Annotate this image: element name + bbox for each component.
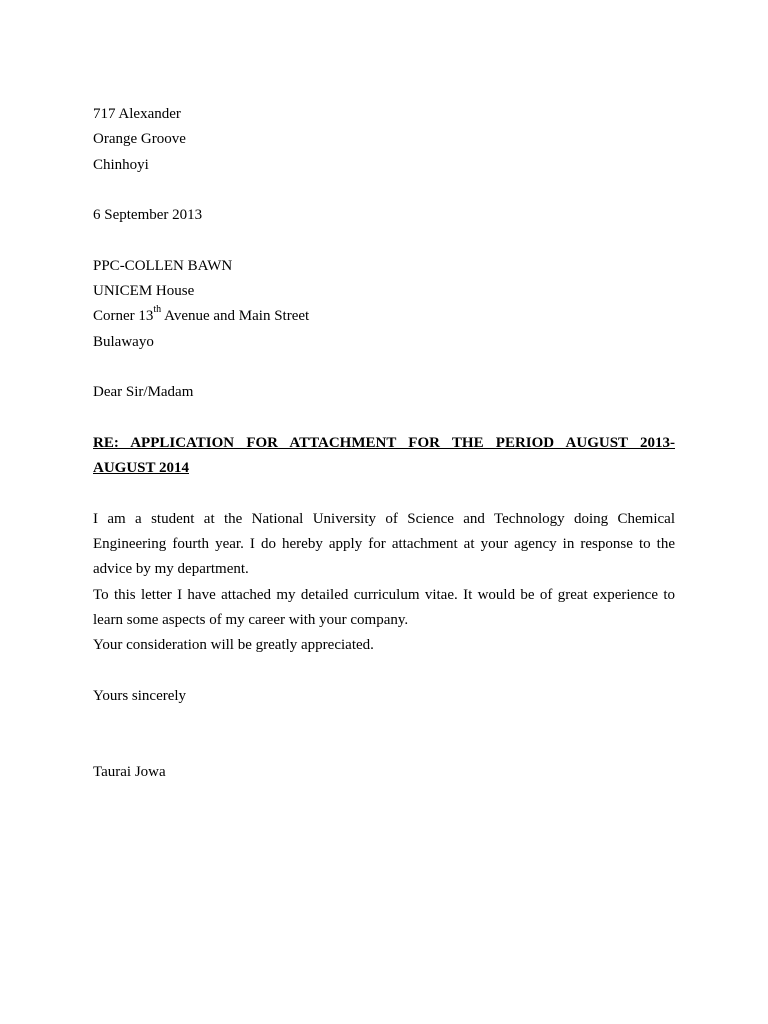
body-paragraph-2-line-2: learn some aspects of my career with your company. <box>93 611 409 628</box>
recipient-address-line1: PPC-COLLEN BAWN <box>93 257 233 274</box>
ordinal-suffix: th <box>153 304 162 316</box>
spacer <box>93 659 675 684</box>
recipient-address-line4: Bulawayo <box>93 333 154 350</box>
spacer <box>93 355 675 380</box>
spacer <box>93 481 675 506</box>
spacer <box>93 178 675 203</box>
body-paragraph-3 <box>93 633 675 658</box>
body-paragraph-1 <box>93 507 675 583</box>
sender-address <box>93 102 675 178</box>
letter-content <box>93 102 675 785</box>
letter-date: 6 September 2013 <box>93 207 203 224</box>
sender-address-line1: 717 Alexander <box>93 106 181 122</box>
recipient-address <box>93 254 675 355</box>
spacer <box>93 406 675 431</box>
recipient-address-line2: UNICEM House <box>93 283 195 300</box>
body-paragraph-2-line-1: To this letter I have attached my detailed curriculum vitae. It would be of great experience to <box>93 586 675 603</box>
signature-name: Taurai Jowa <box>93 763 166 780</box>
body-paragraph-1-line-1: I am a student at the National University of Science and Technology doing Chemical <box>93 510 675 527</box>
subject-line <box>93 431 675 482</box>
subject-line-2: AUGUST 2014 <box>93 460 189 477</box>
recipient-address-street-rest: Avenue and Main Street <box>161 308 310 325</box>
body-paragraph-1-line-2: Engineering fourth year. I do hereby apply for attachment at your agency in response to the <box>93 536 675 553</box>
recipient-address-line3 <box>93 304 675 329</box>
body-paragraph-1-line-3: advice by my department. <box>93 561 249 578</box>
closing: Yours sincerely <box>93 687 187 704</box>
sender-address-line3: Chinhoyi <box>93 156 149 173</box>
body-paragraph-2 <box>93 583 675 634</box>
sender-address-line2: Orange Groove <box>93 131 186 148</box>
subject-line-1: RE: APPLICATION FOR ATTACHMENT FOR THE PERIOD AUGUST 2013- <box>93 434 675 451</box>
salutation: Dear Sir/Madam <box>93 384 194 401</box>
signature-space <box>93 709 675 760</box>
spacer <box>93 228 675 253</box>
body-paragraph-3-line-1: Your consideration will be greatly appreciated. <box>93 637 374 654</box>
recipient-address-street-number: Corner 13 <box>93 308 154 325</box>
